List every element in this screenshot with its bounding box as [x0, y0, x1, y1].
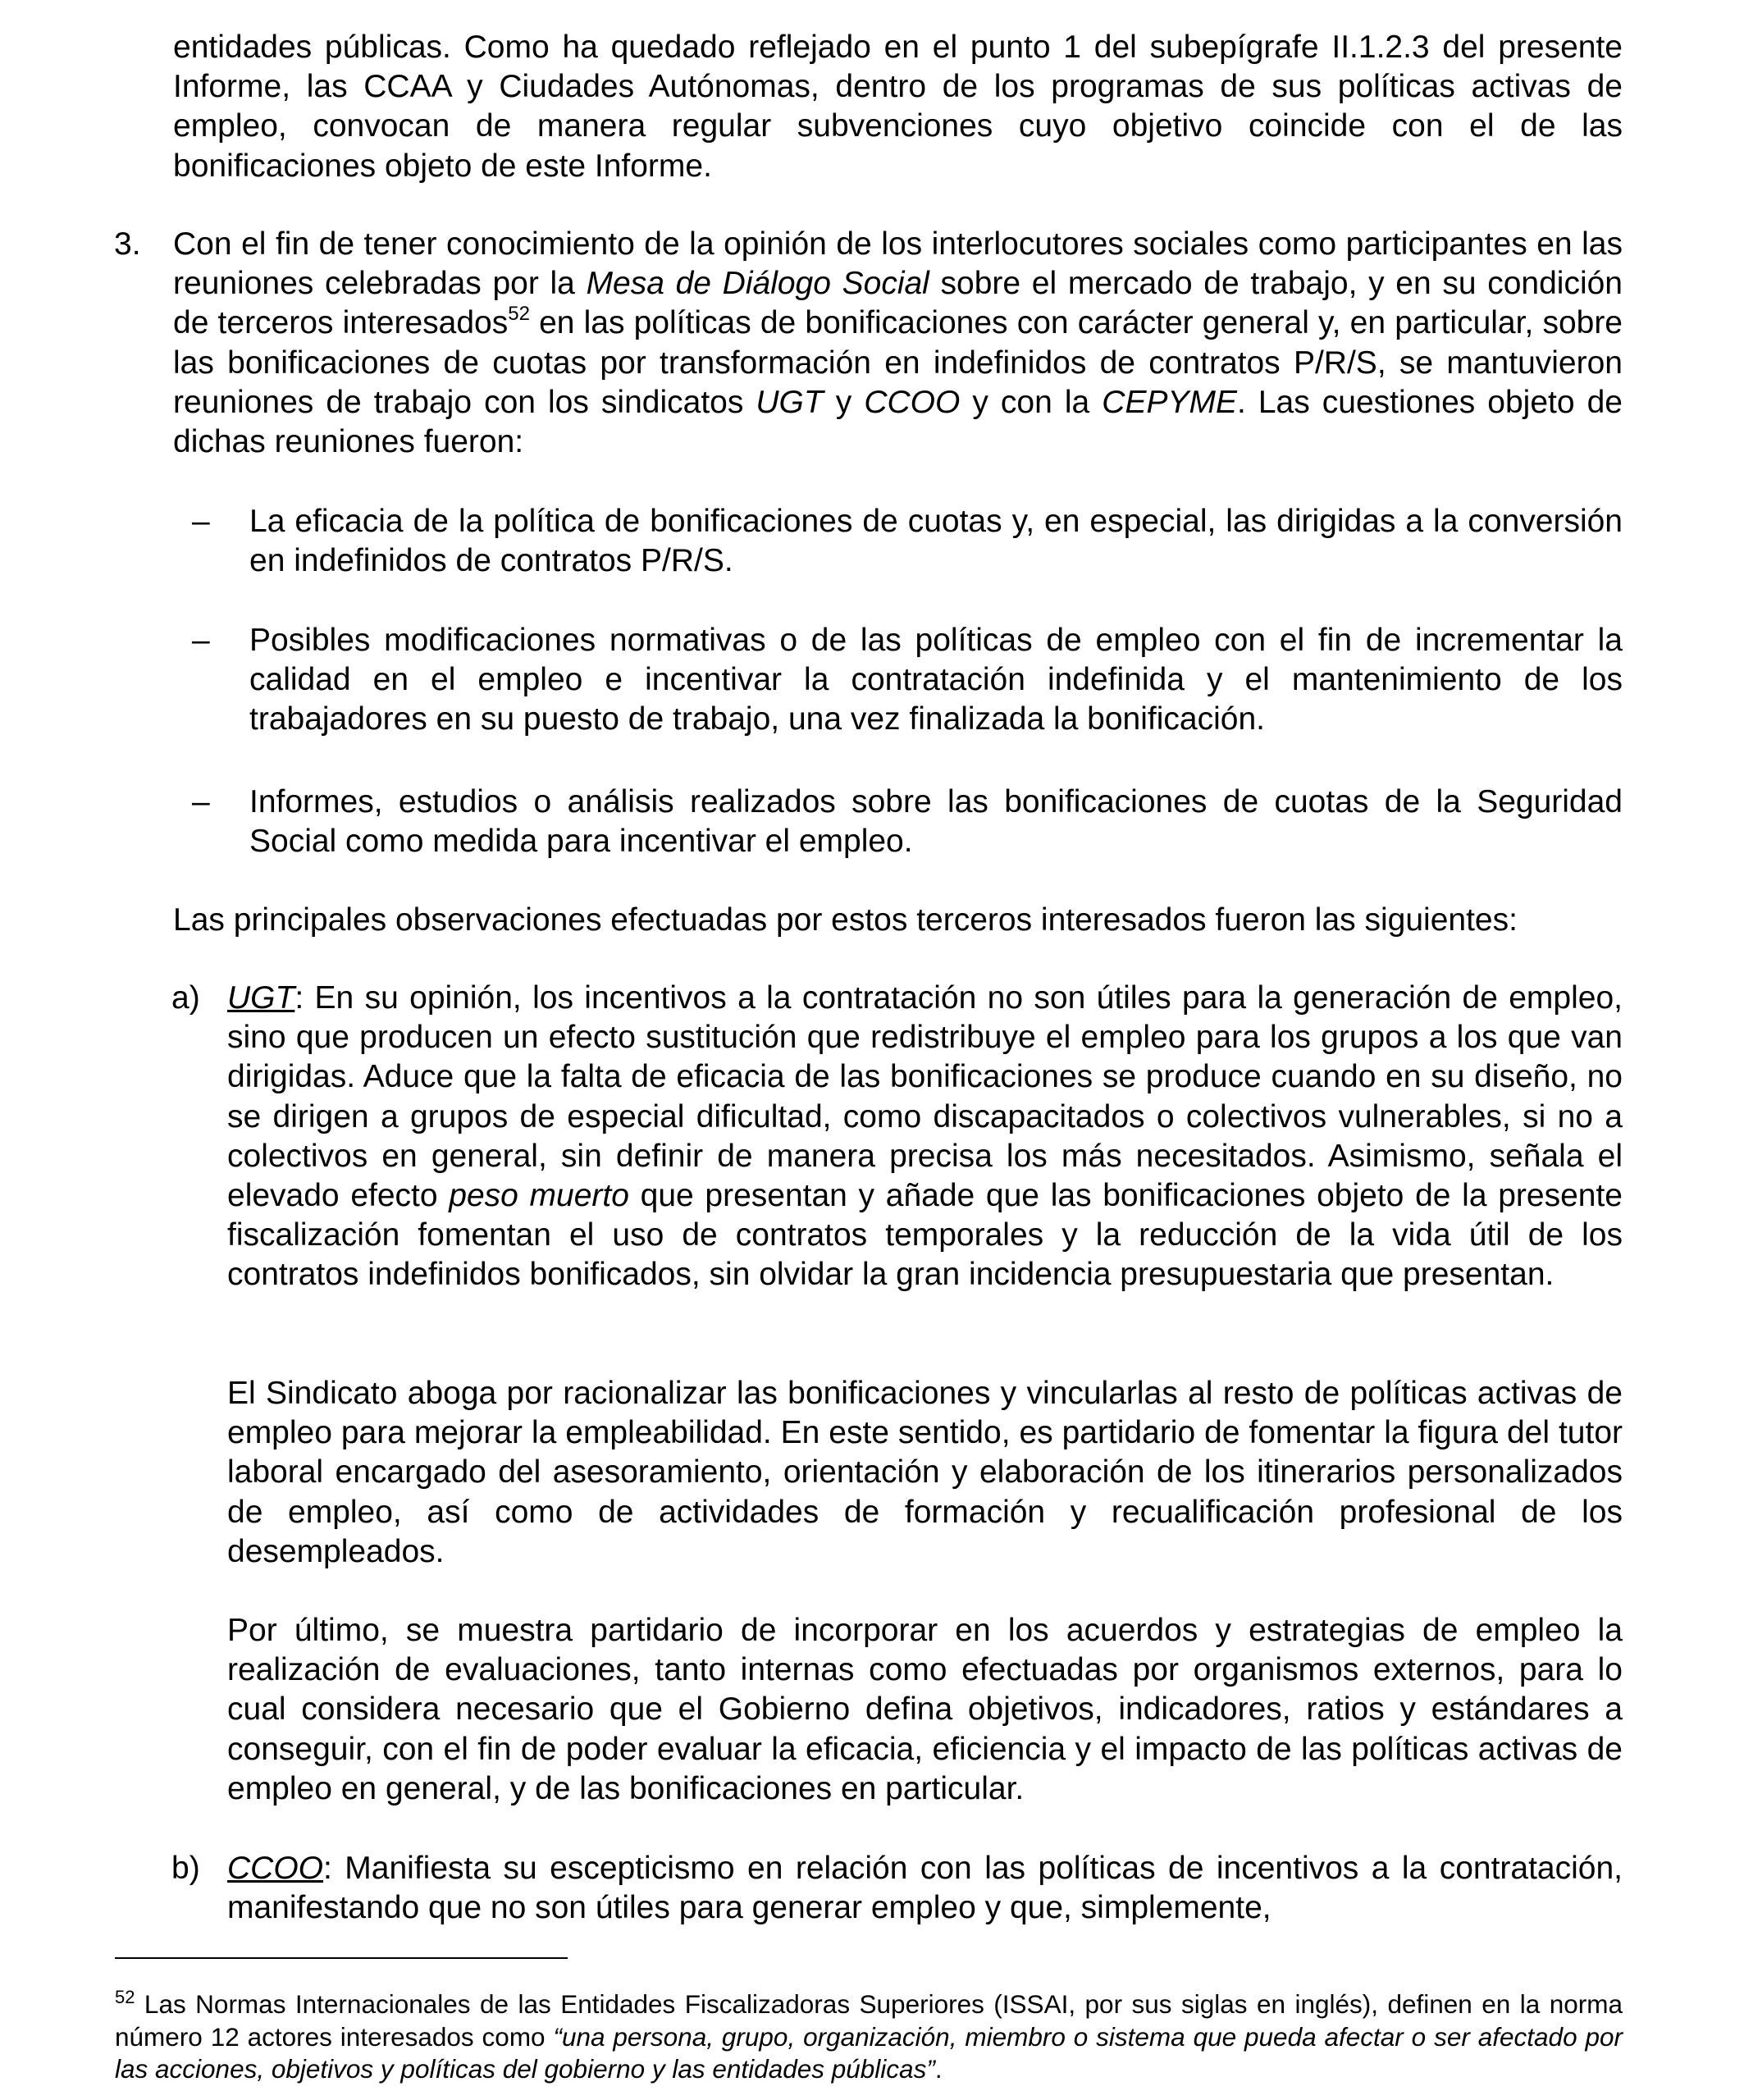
dash-icon: –	[192, 784, 210, 819]
dash-icon: –	[192, 623, 210, 658]
top-paragraph: entidades públicas. Como ha quedado reflejado en el punto 1 del subepígrafe II.1.2.3 del presente Informe, las CCAA y Ciudades Autónomas, dentro de los programas de sus políticas activas de empleo, convocan de manera regular subvenciones cuyo objetivo coincide con el de las bonificaciones objeto de este Informe.	[173, 30, 1623, 184]
item-3-part1: Con el fin de tener conocimiento de la opinión de los interlocutores sociales como participantes en las reuniones celebradas por la	[173, 226, 1623, 302]
item-a-part1: : En su opinión, los incentivos a la contratación no son útiles para la generación de empleo, sino que producen un efecto sustitución que redistribuye el empleo para los grupos a los que van dirigidas. Aduce que la falta de eficacia de las bonificaciones se produce cuando en su diseño, no se dirigen a grupos de especial dificultad, como discapacitados o colectivos vulnerables, si no a colectivos en general, sin definir de manera precisa los más necesitados. Asimismo, señala el elevado efecto	[227, 980, 1623, 1214]
item-letter: a)	[171, 980, 200, 1016]
item-a-text	[227, 979, 1623, 1295]
item-3-part5: . Las cuestiones objeto de dichas reuniones fueron:	[173, 384, 1623, 460]
observations-intro: Las principales observaciones efectuadas por estos terceros interesados fueron las siguientes:	[173, 902, 1518, 938]
item-b-body: : Manifiesta su escepticismo en relación con las políticas de incentivos a la contratación, manifestando que no son útiles para generar empleo y que, simplemente,	[227, 1851, 1623, 1926]
footnote-text: Las Normas Internacionales de las Entidades Fiscalizadoras Superiores (ISSAI, por sus siglas en inglés), definen en la norma número 12 actores interesados como	[115, 1989, 1623, 2052]
bullet-text: Informes, estudios o análisis realizados sobre las bonificaciones de cuotas de la Seguridad Social como medida para incentivar el empleo.	[249, 784, 1623, 860]
item-3-part4: y con la	[960, 384, 1103, 420]
item-b-text	[227, 1849, 1623, 1928]
footnote-quote: “una persona, grupo, organización, miembro o sistema que pueda afectar o ser afectado por las acciones, objetivos y políticas del gobierno y las entidades públicas”	[115, 2021, 1623, 2084]
item-3-part2: sobre el mercado de trabajo, y en su condición de terceros interesados	[173, 266, 1623, 341]
peso-muerto-term: peso muerto	[449, 1178, 629, 1214]
item-3-part3: en las políticas de bonificaciones con carácter general y, en particular, sobre las bonificaciones de cuotas por transformación en indefinidos de contratos P/R/S, se mantuvieron reuniones de trabajo con los sindicatos	[173, 305, 1623, 420]
bullet-text: La eficacia de la política de bonificaciones de cuotas y, en especial, las dirigidas a la conversión en indefinidos de contratos P/R/S.	[249, 504, 1623, 579]
item-3-text	[173, 225, 1623, 462]
lettered-item-a	[171, 979, 1623, 1295]
item-number: 3.	[114, 226, 141, 262]
dash-icon: –	[192, 504, 210, 539]
footnote	[115, 1988, 1623, 2086]
mesa-dialogo-social: Mesa de Diálogo Social	[586, 266, 929, 302]
item-a-paragraph-2: El Sindicato aboga por racionalizar las bonificaciones y vincularlas al resto de políticas activas de empleo para mejorar la empleabilidad. En este sentido, es partidario de fomentar la figura del tutor laboral encargado del asesoramiento, orientación y elaboración de los itinerarios personalizados de empleo, así como de actividades de formación y recualificación profesional de los desempleados.	[227, 1376, 1623, 1569]
item-3-and: y	[823, 384, 865, 420]
footnote-end: .	[934, 2054, 943, 2084]
footnote-separator	[115, 1957, 568, 1959]
ugt-heading: UGT	[227, 980, 295, 1016]
item-a-part2: que presentan y añade que las bonificaciones objeto de la presente fiscalización fomentan el uso de contratos temporales y la reducción de la vida útil de los contratos indefinidos bonificados, sin olvidar la gran incidencia presupuestaria que presentan.	[227, 1178, 1623, 1293]
bullet-text: Posibles modificaciones normativas o de las políticas de empleo con el fin de incrementar la calidad en el empleo e incentivar la contratación indefinida y el mantenimiento de los trabajadores en su puesto de trabajo, una vez finalizada la bonificación.	[249, 623, 1623, 737]
lettered-item-b	[171, 1849, 1623, 1928]
item-letter: b)	[171, 1851, 200, 1886]
ccoo-mention: CCOO	[864, 384, 961, 420]
item-a-paragraph-3: Por último, se muestra partidario de incorporar en los acuerdos y estrategias de empleo la realización de evaluaciones, tanto internas como efectuadas por organismos externos, para lo cual considera necesario que el Gobierno defina objetivos, indicadores, ratios y estándares a conseguir, con el fin de poder evaluar la eficacia, eficiencia y el impacto de las políticas activas de empleo en general, y de las bonificaciones en particular.	[227, 1613, 1623, 1806]
ugt-mention: UGT	[756, 384, 824, 420]
cepyme-mention: CEPYME	[1102, 384, 1237, 420]
bullet-item	[192, 783, 1623, 861]
footnote-reference[interactable]: 52	[508, 303, 530, 326]
bullet-item	[192, 502, 1623, 581]
bullet-item	[192, 621, 1623, 740]
ccoo-heading: CCOO	[227, 1851, 323, 1886]
numbered-item-3	[114, 225, 1623, 462]
footnote-number: 52	[115, 1987, 135, 2007]
